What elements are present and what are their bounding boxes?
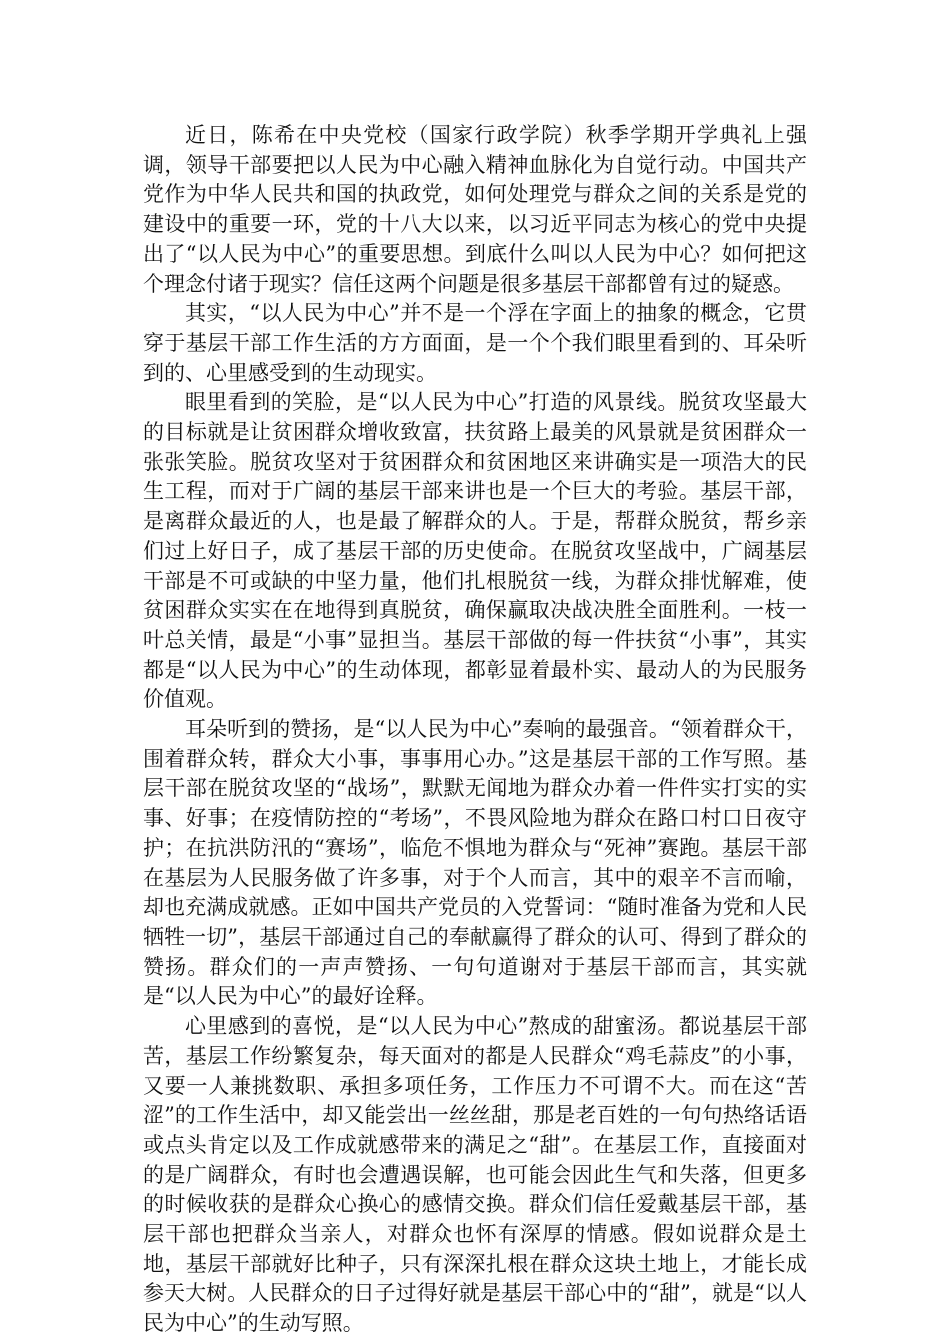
paragraph-3: 眼里看到的笑脸，是“以人民为中心”打造的风景线。脱贫攻坚最大的目标就是让贫困群众增收致富，扶贫路上最美的风景就是贫困群众一张张笑脸。脱贫攻坚对于贫困群众和贫困地区来讲确实是一项浩大的民生工程，而对于广阔的基层干部来讲也是一个巨大的考验。基层干部，是离群众最近的人，也是最了解群众的人。于是，帮群众脱贫，帮乡亲们过上好日子，成了基层干部的历史使命。在脱贫攻坚战中，广阔基层干部是不可或缺的中坚力量，他们扎根脱贫一线，为群众排忧解难，使贫困群众实实在在地得到真脱贫，确保赢取决战决胜全面胜利。一枝一叶总关情，最是“小事”显担当。基层干部做的每一件扶贫“小事”，其实都是“以人民为中心”的生动体现，都彰显着最朴实、最动人的为民服务价值观。 (143, 390, 807, 712)
paragraph-1: 近日，陈希在中央党校（国家行政学院）秋季学期开学典礼上强调，领导干部要把以人民为中心融入精神血脉化为自觉行动。中国共产党作为中华人民共和国的执政党，如何处理党与群众之间的关系是党的建设中的重要一环，党的十八大以来，以习近平同志为核心的党中央提出了“以人民为中心”的重要思想。到底什么叫以人民为中心？如何把这个理念付诸于现实？信任这两个问题是很多基层干部都曾有过的疑惑。 (143, 123, 807, 296)
paragraph-4: 耳朵听到的赞扬，是“以人民为中心”奏响的最强音。“领着群众干，围着群众转，群众大小事，事事用心办。”这是基层干部的工作写照。基层干部在脱贫攻坚的“战场”，默默无闻地为群众办着一件件实打实的实事、好事；在疫情防控的“考场”，不畏风险地为群众在路口村口日夜守护；在抗洪防汛的“赛场”，临危不惧地为群众与“死神”赛跑。基层干部在基层为人民服务做了许多事，对于个人而言，其中的艰辛不言而喻，却也充满成就感。正如中国共产党员的入党誓词：“随时准备为党和人民牺牲一切”，基层干部通过自己的奉献赢得了群众的认可、得到了群众的赞扬。群众们的一声声赞扬、一句句道谢对于基层干部而言，其实就是“以人民为中心”的最好诠释。 (143, 717, 807, 1009)
paragraph-2: 其实，“以人民为中心”并不是一个浮在字面上的抽象的概念，它贯穿于基层干部工作生活的方方面面，是一个个我们眼里看到的、耳朵听到的、心里感受到的生动现实。 (143, 301, 807, 385)
document-body (143, 121, 807, 1339)
paragraph-5: 心里感到的喜悦，是“以人民为中心”熬成的甜蜜汤。都说基层干部苦，基层工作纷繁复杂，每天面对的都是人民群众“鸡毛蒜皮”的小事，又要一人兼挑数职、承担多项任务，工作压力不可谓不大。而在这“苦涩”的工作生活中，却又能尝出一丝丝甜，那是老百姓的一句句热络话语或点头肯定以及工作成就感带来的满足之“甜”。在基层工作，直接面对的是广阔群众，有时也会遭遇误解，也可能会因此生气和失落，但更多的时候收获的是群众心换心的感情交换。群众们信任爱戴基层干部，基层干部也把群众当亲人，对群众也怀有深厚的情感。假如说群众是土地，基层干部就好比种子，只有深深扎根在群众这块土地上，才能长成参天大树。人民群众的日子过得好就是基层干部心中的“甜”，就是“以人民为中心”的生动写照。 (143, 1014, 807, 1336)
